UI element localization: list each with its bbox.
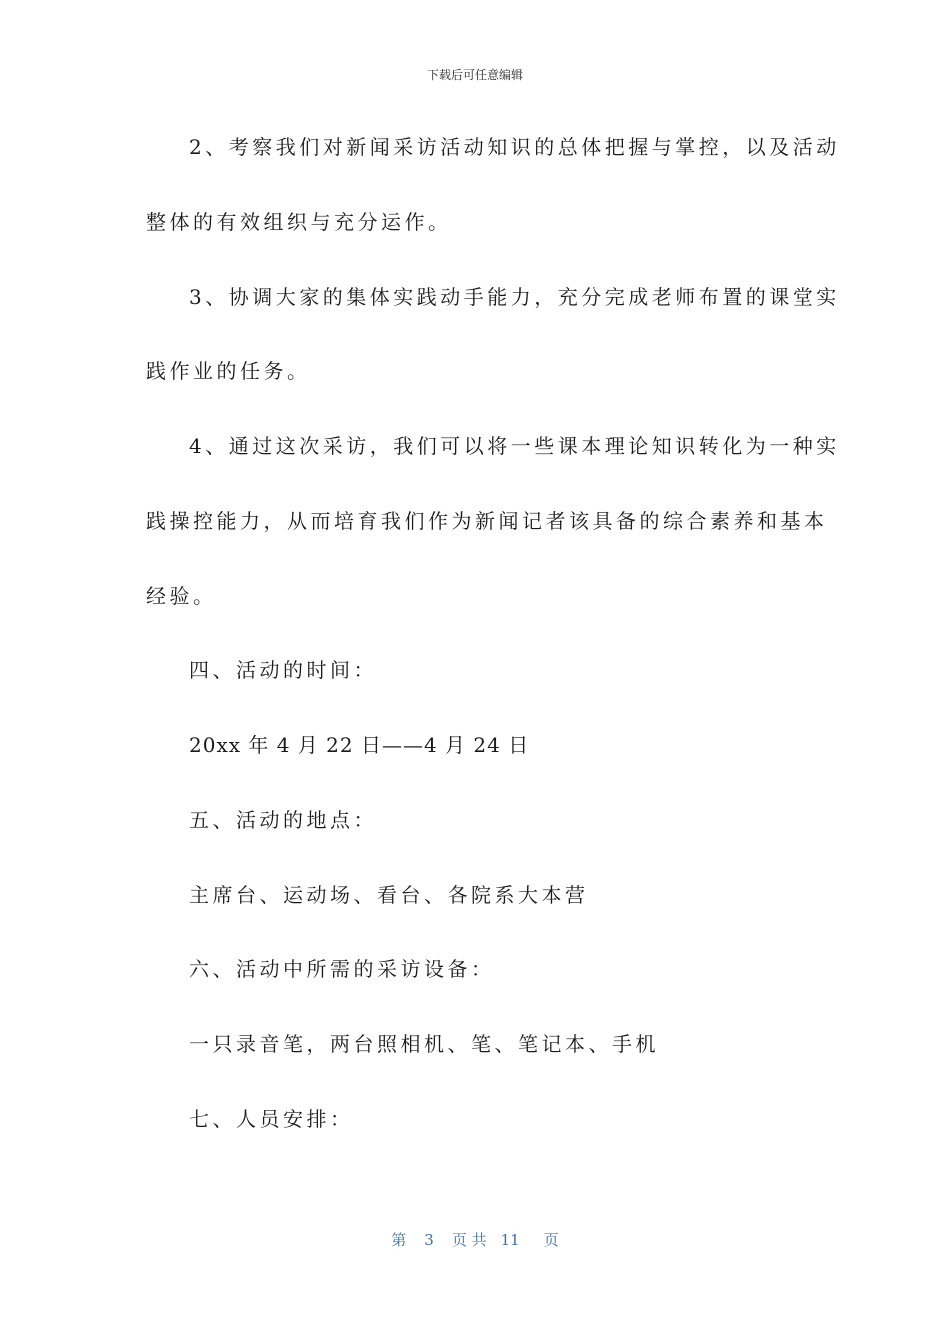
equipment-list: 一只录音笔，两台照相机、笔、笔记本、手机 — [189, 1032, 659, 1056]
paragraph-line: 3、协调大家的集体实践动手能力，充分完成老师布置的课堂实 — [189, 285, 840, 309]
footer-prefix: 第 — [391, 1231, 407, 1249]
paragraph-line: 2、考察我们对新闻采访活动知识的总体把握与掌控，以及活动 — [189, 135, 840, 159]
section-heading: 四、活动的时间： — [189, 658, 377, 682]
page-number: 3 — [424, 1231, 434, 1249]
total-pages: 11 — [500, 1231, 520, 1249]
page-header: 下载后可任意编辑 — [426, 68, 523, 82]
location-list: 主席台、运动场、看台、各院系大本营 — [189, 883, 589, 907]
paragraph-line: 4、通过这次采访，我们可以将一些课本理论知识转化为一种实 — [189, 434, 840, 458]
date-range: 20xx 年 4 月 22 日——4 月 24 日 — [189, 733, 530, 757]
section-heading: 六、活动中所需的采访设备： — [189, 957, 495, 981]
section-heading: 七、人员安排： — [189, 1107, 354, 1131]
paragraph-line: 践作业的任务。 — [146, 359, 311, 383]
page-footer — [0, 1229, 950, 1250]
paragraph-line: 整体的有效组织与充分运作。 — [146, 210, 452, 234]
footer-suffix: 页 — [543, 1231, 559, 1249]
section-heading: 五、活动的地点： — [189, 808, 377, 832]
footer-middle: 页 共 — [451, 1231, 487, 1249]
paragraph-line: 经验。 — [146, 584, 217, 608]
paragraph-line: 践操控能力，从而培育我们作为新闻记者该具备的综合素养和基本 — [146, 509, 828, 533]
